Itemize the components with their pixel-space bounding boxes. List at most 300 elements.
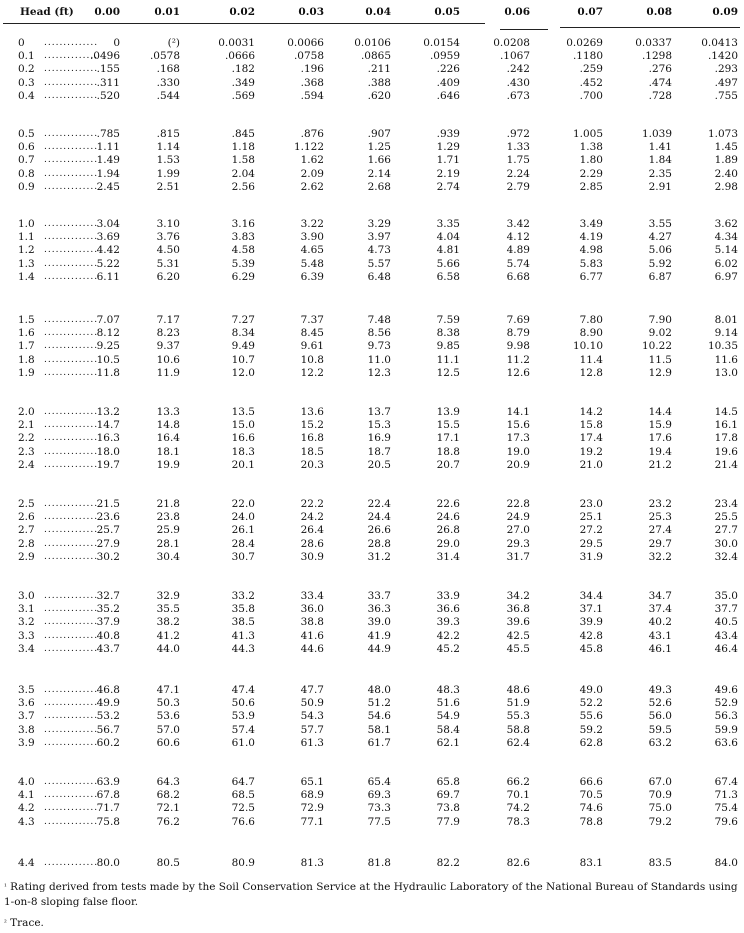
- table-cell: 63.6: [714, 737, 738, 749]
- table-cell: .544: [156, 90, 180, 102]
- row-head: 2.6: [18, 511, 35, 523]
- table-cell: 42.8: [579, 630, 603, 642]
- table-cell: .168: [156, 63, 180, 75]
- table-cell: 3.97: [367, 231, 391, 243]
- table-cell: 12.3: [367, 367, 391, 379]
- header-head-ft: Head (ft): [20, 6, 74, 18]
- footnote-1-mark: ¹: [4, 883, 7, 891]
- table-cell: 10.6: [156, 354, 180, 366]
- leader-dots: ..............: [44, 433, 98, 443]
- table-cell: 77.9: [436, 816, 460, 828]
- table-cell: 3.55: [648, 218, 672, 230]
- table-cell: 10.10: [572, 340, 603, 352]
- table-cell: 2.79: [506, 181, 530, 193]
- table-cell: 24.0: [231, 511, 255, 523]
- table-cell: 2.45: [96, 181, 120, 193]
- table-cell: 13.7: [367, 406, 391, 418]
- table-cell: 15.5: [436, 419, 460, 431]
- table-cell: 59.2: [579, 724, 603, 736]
- table-cell: 4.89: [506, 244, 530, 256]
- table-cell: 0: [113, 37, 120, 49]
- table-cell: 28.6: [300, 538, 324, 550]
- table-cell: 75.4: [714, 802, 738, 814]
- table-cell: 57.7: [300, 724, 324, 736]
- table-cell: 45.8: [579, 643, 603, 655]
- table-cell: 5.83: [579, 258, 603, 270]
- table-cell: 22.0: [231, 498, 255, 510]
- table-cell: 80.9: [231, 857, 255, 869]
- table-cell: 61.3: [300, 737, 324, 749]
- table-cell: 20.7: [436, 459, 460, 471]
- header-col-2: 0.02: [229, 6, 255, 18]
- table-cell: 50.9: [300, 697, 324, 709]
- table-cell: 1.005: [572, 128, 603, 140]
- table-cell: 2.24: [506, 168, 530, 180]
- table-cell: 1.62: [300, 154, 324, 166]
- footnote-2: [4, 916, 740, 931]
- table-cell: 9.73: [367, 340, 391, 352]
- table-cell: .430: [506, 77, 530, 89]
- table-cell: 3.10: [156, 218, 180, 230]
- table-cell: 4.50: [156, 244, 180, 256]
- table-cell: 40.2: [648, 616, 672, 628]
- table-cell: .700: [579, 90, 603, 102]
- row-head: 0.1: [18, 50, 35, 62]
- table-cell: 78.8: [579, 816, 603, 828]
- table-cell: 27.0: [506, 524, 530, 536]
- table-cell: .1420: [707, 50, 738, 62]
- table-cell: 83.1: [579, 857, 603, 869]
- table-cell: 27.9: [96, 538, 120, 550]
- table-cell: 0.0066: [287, 37, 324, 49]
- table-cell: .785: [96, 128, 120, 140]
- table-cell: 47.4: [231, 684, 255, 696]
- table-cell: 19.9: [156, 459, 180, 471]
- table-cell: 9.37: [156, 340, 180, 352]
- table-cell: 4.19: [579, 231, 603, 243]
- table-cell: 74.2: [506, 802, 530, 814]
- table-cell: .972: [506, 128, 530, 140]
- table-cell: 1.45: [714, 141, 738, 153]
- table-cell: 68.9: [300, 789, 324, 801]
- table-cell: 61.7: [367, 737, 391, 749]
- table-cell: 19.6: [714, 446, 738, 458]
- table-cell: .0865: [360, 50, 391, 62]
- table-cell: 2.56: [231, 181, 255, 193]
- table-cell: 6.39: [300, 271, 324, 283]
- table-cell: 19.0: [506, 446, 530, 458]
- leader-dots: ..............: [44, 604, 98, 614]
- table-cell: 12.8: [579, 367, 603, 379]
- table-cell: 24.6: [436, 511, 460, 523]
- table-cell: 62.1: [436, 737, 460, 749]
- row-head: 2.1: [18, 419, 35, 431]
- leader-dots: ..............: [44, 78, 98, 88]
- table-cell: 14.8: [156, 419, 180, 431]
- table-cell: 4.27: [648, 231, 672, 243]
- table-cell: 25.5: [714, 511, 738, 523]
- table-cell: 81.3: [300, 857, 324, 869]
- table-cell: .474: [648, 77, 672, 89]
- table-cell: 56.7: [96, 724, 120, 736]
- table-cell: 1.14: [156, 141, 180, 153]
- table-cell: 64.7: [231, 776, 255, 788]
- row-head: 4.2: [18, 802, 35, 814]
- row-head: 1.1: [18, 231, 35, 243]
- table-cell: 70.5: [579, 789, 603, 801]
- header-col-0: 0.00: [94, 6, 120, 18]
- table-cell: 9.61: [300, 340, 324, 352]
- table-cell: .0959: [429, 50, 460, 62]
- table-cell: 25.1: [579, 511, 603, 523]
- table-cell: 52.2: [579, 697, 603, 709]
- table-cell: 5.57: [367, 258, 391, 270]
- table-cell: 6.68: [506, 271, 530, 283]
- table-cell: 23.8: [156, 511, 180, 523]
- table-cell: 1.039: [641, 128, 672, 140]
- table-cell: 53.6: [156, 710, 180, 722]
- table-cell: 72.9: [300, 802, 324, 814]
- header-col-3: 0.03: [298, 6, 324, 18]
- table-cell: 56.0: [648, 710, 672, 722]
- table-cell: 49.3: [648, 684, 672, 696]
- table-cell: 32.2: [648, 551, 672, 563]
- table-cell: 4.81: [436, 244, 460, 256]
- table-cell: 7.07: [96, 314, 120, 326]
- table-cell: 10.22: [641, 340, 672, 352]
- table-cell: 11.6: [714, 354, 738, 366]
- table-cell: 31.7: [506, 551, 530, 563]
- table-cell: .497: [714, 77, 738, 89]
- table-cell: 23.4: [714, 498, 738, 510]
- table-cell: 5.31: [156, 258, 180, 270]
- table-cell: 21.0: [579, 459, 603, 471]
- table-cell: 8.38: [436, 327, 460, 339]
- table-cell: 41.2: [156, 630, 180, 642]
- header-col-5: 0.05: [434, 6, 460, 18]
- table-cell: 14.7: [96, 419, 120, 431]
- row-head: 4.0: [18, 776, 35, 788]
- table-cell: 32.7: [96, 590, 120, 602]
- table-cell: 1.33: [506, 141, 530, 153]
- table-cell: 13.6: [300, 406, 324, 418]
- table-cell: 21.2: [648, 459, 672, 471]
- row-head: 1.3: [18, 258, 35, 270]
- table-cell: 0.0154: [423, 37, 460, 49]
- table-cell: 61.0: [231, 737, 255, 749]
- leader-dots: ..............: [44, 803, 98, 813]
- table-cell: 1.38: [579, 141, 603, 153]
- table-cell: .452: [579, 77, 603, 89]
- table-cell: 2.74: [436, 181, 460, 193]
- table-cell: 9.98: [506, 340, 530, 352]
- table-cell: 79.2: [648, 816, 672, 828]
- table-cell: 14.2: [579, 406, 603, 418]
- table-cell: 66.2: [506, 776, 530, 788]
- table-cell: 44.6: [300, 643, 324, 655]
- table-cell: 30.4: [156, 551, 180, 563]
- leader-dots: ..............: [44, 245, 98, 255]
- table-cell: 39.9: [579, 616, 603, 628]
- table-cell: 22.4: [367, 498, 391, 510]
- table-cell: 37.7: [714, 603, 738, 615]
- leader-dots: ..............: [44, 368, 98, 378]
- table-cell: 18.7: [367, 446, 391, 458]
- table-cell: 76.6: [231, 816, 255, 828]
- table-cell: 25.9: [156, 524, 180, 536]
- table-cell: 73.3: [367, 802, 391, 814]
- table-cell: 84.0: [714, 857, 738, 869]
- row-head: 2.7: [18, 524, 35, 536]
- table-cell: 0.0413: [701, 37, 738, 49]
- table-cell: 11.8: [96, 367, 120, 379]
- leader-dots: ..............: [44, 685, 98, 695]
- table-cell: 58.4: [436, 724, 460, 736]
- table-cell: .259: [579, 63, 603, 75]
- table-cell: 75.0: [648, 802, 672, 814]
- table-cell: 22.6: [436, 498, 460, 510]
- table-cell: 25.7: [96, 524, 120, 536]
- table-cell: 41.3: [231, 630, 255, 642]
- leader-dots: ..............: [44, 552, 98, 562]
- table-cell: 48.0: [367, 684, 391, 696]
- table-cell: .330: [156, 77, 180, 89]
- table-cell: 42.5: [506, 630, 530, 642]
- leader-dots: ..............: [44, 777, 98, 787]
- table-cell: 2.35: [648, 168, 672, 180]
- table-cell: 51.6: [436, 697, 460, 709]
- table-cell: 37.1: [579, 603, 603, 615]
- table-cell: 22.2: [300, 498, 324, 510]
- table-cell: 25.3: [648, 511, 672, 523]
- table-cell: 17.6: [648, 432, 672, 444]
- table-cell: 52.9: [714, 697, 738, 709]
- table-cell: 8.23: [156, 327, 180, 339]
- table-cell: .876: [300, 128, 324, 140]
- table-cell: .1067: [499, 50, 530, 62]
- footnote-1-text: Rating derived from tests made by the Soil Conservation Service at the Hydraulic Laboratory of the National Bureau of Standards using 1-on-8 sloping false floor.: [4, 881, 738, 908]
- table-cell: 4.12: [506, 231, 530, 243]
- leader-dots: ..............: [44, 64, 98, 74]
- table-cell: 27.4: [648, 524, 672, 536]
- table-cell: 77.1: [300, 816, 324, 828]
- table-cell: 0.0106: [354, 37, 391, 49]
- table-cell: 52.6: [648, 697, 672, 709]
- table-cell: 30.7: [231, 551, 255, 563]
- table-cell: 43.4: [714, 630, 738, 642]
- table-cell: 63.2: [648, 737, 672, 749]
- table-cell: .276: [648, 63, 672, 75]
- table-cell: 73.8: [436, 802, 460, 814]
- row-head: 1.0: [18, 218, 35, 230]
- leader-dots: ..............: [44, 129, 98, 139]
- table-cell: 67.4: [714, 776, 738, 788]
- table-cell: 18.5: [300, 446, 324, 458]
- table-cell: 6.29: [231, 271, 255, 283]
- table-cell: 54.6: [367, 710, 391, 722]
- table-cell: 3.90: [300, 231, 324, 243]
- table-cell: 40.8: [96, 630, 120, 642]
- footnote-2-text: Trace.: [10, 917, 44, 929]
- row-head: 3.4: [18, 643, 35, 655]
- table-cell: 16.8: [300, 432, 324, 444]
- table-cell: 49.0: [579, 684, 603, 696]
- header-rule-1: [500, 29, 548, 30]
- leader-dots: ..............: [44, 539, 98, 549]
- table-cell: 39.6: [506, 616, 530, 628]
- leader-dots: ..............: [44, 711, 98, 721]
- table-cell: 65.8: [436, 776, 460, 788]
- table-cell: 62.8: [579, 737, 603, 749]
- row-head: 1.9: [18, 367, 35, 379]
- table-cell: .368: [300, 77, 324, 89]
- table-cell: (²): [167, 37, 180, 49]
- table-cell: 34.7: [648, 590, 672, 602]
- table-cell: 83.5: [648, 857, 672, 869]
- table-cell: 41.6: [300, 630, 324, 642]
- row-head: 2.0: [18, 406, 35, 418]
- table-cell: 7.37: [300, 314, 324, 326]
- table-cell: 54.9: [436, 710, 460, 722]
- table-cell: 4.04: [436, 231, 460, 243]
- table-cell: .1180: [572, 50, 603, 62]
- table-cell: 4.73: [367, 244, 391, 256]
- table-cell: .388: [367, 77, 391, 89]
- table-cell: 48.3: [436, 684, 460, 696]
- table-cell: 8.56: [367, 327, 391, 339]
- table-cell: 13.9: [436, 406, 460, 418]
- table-cell: 15.9: [648, 419, 672, 431]
- table-cell: 56.3: [714, 710, 738, 722]
- table-cell: 8.90: [579, 327, 603, 339]
- table-cell: 33.7: [367, 590, 391, 602]
- table-cell: 81.8: [367, 857, 391, 869]
- table-cell: 16.6: [231, 432, 255, 444]
- table-cell: 19.4: [648, 446, 672, 458]
- leader-dots: ..............: [44, 182, 98, 192]
- table-cell: 28.1: [156, 538, 180, 550]
- table-cell: .242: [506, 63, 530, 75]
- leader-dots: ..............: [44, 328, 98, 338]
- table-cell: 16.4: [156, 432, 180, 444]
- row-head: 0.8: [18, 168, 35, 180]
- table-cell: .646: [436, 90, 460, 102]
- table-cell: 41.9: [367, 630, 391, 642]
- table-cell: 5.92: [648, 258, 672, 270]
- row-head: 0.2: [18, 63, 35, 75]
- row-head: 2.3: [18, 446, 35, 458]
- table-cell: 13.0: [714, 367, 738, 379]
- table-cell: 30.9: [300, 551, 324, 563]
- table-cell: .196: [300, 63, 324, 75]
- table-cell: 49.9: [96, 697, 120, 709]
- row-head: 4.1: [18, 789, 35, 801]
- header-col-4: 0.04: [365, 6, 391, 18]
- table-cell: 4.65: [300, 244, 324, 256]
- table-cell: 55.3: [506, 710, 530, 722]
- table-cell: 38.5: [231, 616, 255, 628]
- table-cell: 2.09: [300, 168, 324, 180]
- table-cell: .569: [231, 90, 255, 102]
- table-cell: 7.17: [156, 314, 180, 326]
- table-cell: 1.84: [648, 154, 672, 166]
- table-cell: 58.8: [506, 724, 530, 736]
- table-cell: 45.2: [436, 643, 460, 655]
- table-cell: 6.77: [579, 271, 603, 283]
- table-cell: 19.2: [579, 446, 603, 458]
- row-head: 4.3: [18, 816, 35, 828]
- table-cell: 62.4: [506, 737, 530, 749]
- table-cell: 76.2: [156, 816, 180, 828]
- row-head: 3.2: [18, 616, 35, 628]
- table-cell: 29.3: [506, 538, 530, 550]
- table-cell: 5.74: [506, 258, 530, 270]
- table-cell: 44.9: [367, 643, 391, 655]
- table-cell: .520: [96, 90, 120, 102]
- table-cell: 17.1: [436, 432, 460, 444]
- header-col-1: 0.01: [154, 6, 180, 18]
- table-cell: 29.7: [648, 538, 672, 550]
- table-cell: 2.85: [579, 181, 603, 193]
- table-cell: 3.16: [231, 218, 255, 230]
- table-cell: .349: [231, 77, 255, 89]
- table-cell: 35.5: [156, 603, 180, 615]
- table-cell: 48.6: [506, 684, 530, 696]
- table-cell: .211: [367, 63, 391, 75]
- row-head: 2.2: [18, 432, 35, 444]
- row-head: 3.6: [18, 697, 35, 709]
- table-cell: .939: [436, 128, 460, 140]
- table-cell: 60.6: [156, 737, 180, 749]
- table-cell: 7.59: [436, 314, 460, 326]
- table-cell: .907: [367, 128, 391, 140]
- table-cell: 20.5: [367, 459, 391, 471]
- table-cell: 69.7: [436, 789, 460, 801]
- table-cell: 33.4: [300, 590, 324, 602]
- leader-dots: ..............: [44, 631, 98, 641]
- table-cell: 43.7: [96, 643, 120, 655]
- row-head: 0.5: [18, 128, 35, 140]
- row-head: 0: [18, 37, 25, 49]
- table-cell: 4.42: [96, 244, 120, 256]
- footnote-2-mark: ²: [4, 919, 7, 927]
- table-cell: 12.6: [506, 367, 530, 379]
- table-cell: .182: [231, 63, 255, 75]
- table-cell: 21.8: [156, 498, 180, 510]
- table-cell: 78.3: [506, 816, 530, 828]
- table-cell: 35.2: [96, 603, 120, 615]
- table-cell: 26.4: [300, 524, 324, 536]
- table-cell: 38.8: [300, 616, 324, 628]
- table-cell: 11.9: [156, 367, 180, 379]
- table-cell: 31.4: [436, 551, 460, 563]
- table-cell: 7.90: [648, 314, 672, 326]
- table-cell: 2.19: [436, 168, 460, 180]
- table-cell: 26.8: [436, 524, 460, 536]
- table-cell: 28.8: [367, 538, 391, 550]
- table-cell: 59.9: [714, 724, 738, 736]
- table-cell: 10.35: [707, 340, 738, 352]
- table-cell: 82.2: [436, 857, 460, 869]
- table-cell: 1.71: [436, 154, 460, 166]
- table-cell: 5.22: [96, 258, 120, 270]
- table-cell: .293: [714, 63, 738, 75]
- table-cell: 6.48: [367, 271, 391, 283]
- leader-dots: ..............: [44, 790, 98, 800]
- table-cell: 5.66: [436, 258, 460, 270]
- table-cell: 57.0: [156, 724, 180, 736]
- table-cell: 1.89: [714, 154, 738, 166]
